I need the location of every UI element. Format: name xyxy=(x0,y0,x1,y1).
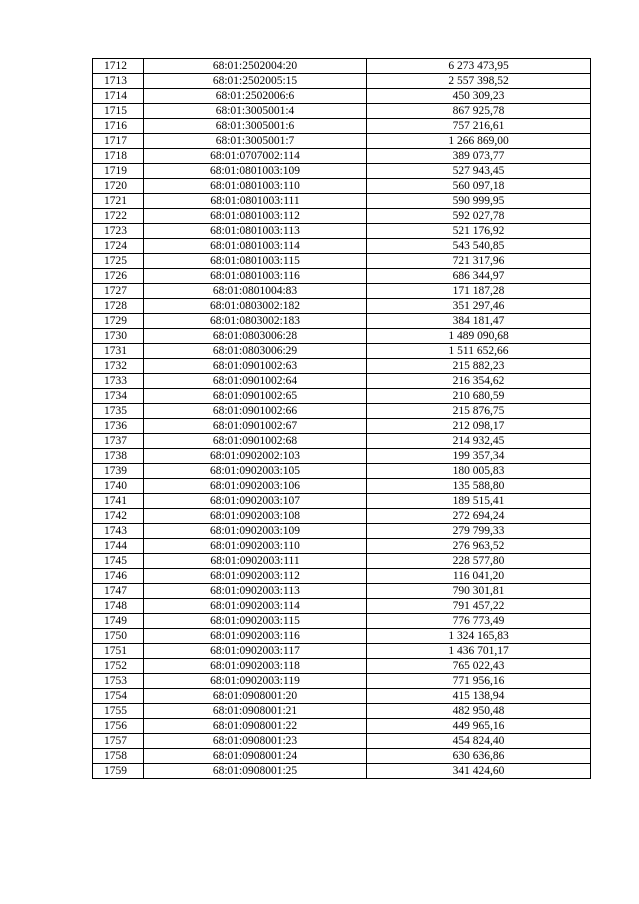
table-row xyxy=(93,689,591,704)
row-number-cell: 1724 xyxy=(93,239,144,254)
cadastral-number-cell: 68:01:0908001:24 xyxy=(144,749,367,764)
cadastral-number-cell: 68:01:0902003:116 xyxy=(144,629,367,644)
row-number-cell: 1737 xyxy=(93,434,144,449)
cadastral-number-cell: 68:01:0801003:112 xyxy=(144,209,367,224)
cadastral-value-cell: 389 073,77 xyxy=(367,149,591,164)
table-row xyxy=(93,344,591,359)
cadastral-value-cell: 135 588,80 xyxy=(367,479,591,494)
table-row xyxy=(93,509,591,524)
row-number-cell: 1741 xyxy=(93,494,144,509)
cadastral-value-cell: 210 680,59 xyxy=(367,389,591,404)
cadastral-value-cell: 721 317,96 xyxy=(367,254,591,269)
table-row xyxy=(93,209,591,224)
cadastral-number-cell: 68:01:0902003:118 xyxy=(144,659,367,674)
cadastral-value-cell: 592 027,78 xyxy=(367,209,591,224)
cadastral-number-cell: 68:01:0902003:119 xyxy=(144,674,367,689)
cadastral-value-cell: 560 097,18 xyxy=(367,179,591,194)
cadastral-number-cell: 68:01:0801003:109 xyxy=(144,164,367,179)
cadastral-number-cell: 68:01:0902003:108 xyxy=(144,509,367,524)
cadastral-number-cell: 68:01:0908001:20 xyxy=(144,689,367,704)
cadastral-value-cell: 482 950,48 xyxy=(367,704,591,719)
row-number-cell: 1744 xyxy=(93,539,144,554)
row-number-cell: 1758 xyxy=(93,749,144,764)
table-row xyxy=(93,59,591,74)
cadastral-value-cell: 449 965,16 xyxy=(367,719,591,734)
cadastral-number-cell: 68:01:0803002:183 xyxy=(144,314,367,329)
table-row xyxy=(93,149,591,164)
table-row xyxy=(93,314,591,329)
row-number-cell: 1726 xyxy=(93,269,144,284)
cadastral-number-cell: 68:01:0908001:25 xyxy=(144,764,367,779)
cadastral-number-cell: 68:01:0902003:107 xyxy=(144,494,367,509)
cadastral-number-cell: 68:01:3005001:4 xyxy=(144,104,367,119)
cadastral-value-cell: 454 824,40 xyxy=(367,734,591,749)
row-number-cell: 1712 xyxy=(93,59,144,74)
table-row xyxy=(93,359,591,374)
cadastral-number-cell: 68:01:0901002:68 xyxy=(144,434,367,449)
cadastral-value-cell: 1 436 701,17 xyxy=(367,644,591,659)
row-number-cell: 1718 xyxy=(93,149,144,164)
row-number-cell: 1728 xyxy=(93,299,144,314)
cadastral-value-cell: 279 799,33 xyxy=(367,524,591,539)
cadastral-value-cell: 1 489 090,68 xyxy=(367,329,591,344)
row-number-cell: 1754 xyxy=(93,689,144,704)
cadastral-value-cell: 765 022,43 xyxy=(367,659,591,674)
table-row xyxy=(93,419,591,434)
row-number-cell: 1742 xyxy=(93,509,144,524)
cadastral-number-cell: 68:01:0902003:113 xyxy=(144,584,367,599)
table-row xyxy=(93,329,591,344)
cadastral-number-cell: 68:01:0902003:110 xyxy=(144,539,367,554)
table-row xyxy=(93,389,591,404)
cadastral-number-cell: 68:01:0801003:115 xyxy=(144,254,367,269)
table-row xyxy=(93,494,591,509)
row-number-cell: 1746 xyxy=(93,569,144,584)
table-row xyxy=(93,254,591,269)
cadastral-number-cell: 68:01:0902003:106 xyxy=(144,479,367,494)
cadastral-value-cell: 776 773,49 xyxy=(367,614,591,629)
table-row xyxy=(93,404,591,419)
row-number-cell: 1738 xyxy=(93,449,144,464)
cadastral-number-cell: 68:01:0908001:21 xyxy=(144,704,367,719)
table-row xyxy=(93,74,591,89)
table-row xyxy=(93,539,591,554)
cadastral-number-cell: 68:01:0801004:83 xyxy=(144,284,367,299)
cadastral-number-cell: 68:01:0902003:111 xyxy=(144,554,367,569)
cadastral-number-cell: 68:01:0901002:65 xyxy=(144,389,367,404)
table-row xyxy=(93,269,591,284)
cadastral-number-cell: 68:01:0902003:115 xyxy=(144,614,367,629)
row-number-cell: 1740 xyxy=(93,479,144,494)
row-number-cell: 1745 xyxy=(93,554,144,569)
cadastral-number-cell: 68:01:0801003:113 xyxy=(144,224,367,239)
row-number-cell: 1714 xyxy=(93,89,144,104)
table-row xyxy=(93,464,591,479)
cadastral-value-cell: 116 041,20 xyxy=(367,569,591,584)
cadastral-number-cell: 68:01:0902003:109 xyxy=(144,524,367,539)
cadastral-value-cell: 6 273 473,95 xyxy=(367,59,591,74)
cadastral-number-cell: 68:01:2502004:20 xyxy=(144,59,367,74)
row-number-cell: 1727 xyxy=(93,284,144,299)
cadastral-value-cell: 215 876,75 xyxy=(367,404,591,419)
cadastral-number-cell: 68:01:0908001:23 xyxy=(144,734,367,749)
table-row xyxy=(93,164,591,179)
table-row xyxy=(93,659,591,674)
row-number-cell: 1723 xyxy=(93,224,144,239)
cadastral-value-cell: 276 963,52 xyxy=(367,539,591,554)
cadastral-value-cell: 1 324 165,83 xyxy=(367,629,591,644)
cadastral-value-cell: 1 266 869,00 xyxy=(367,134,591,149)
row-number-cell: 1759 xyxy=(93,764,144,779)
table-row xyxy=(93,134,591,149)
row-number-cell: 1715 xyxy=(93,104,144,119)
cadastral-value-cell: 171 187,28 xyxy=(367,284,591,299)
row-number-cell: 1733 xyxy=(93,374,144,389)
cadastral-number-cell: 68:01:0801003:110 xyxy=(144,179,367,194)
cadastral-number-cell: 68:01:0908001:22 xyxy=(144,719,367,734)
cadastral-value-cell: 272 694,24 xyxy=(367,509,591,524)
table-row xyxy=(93,764,591,779)
cadastral-value-cell: 228 577,80 xyxy=(367,554,591,569)
cadastral-number-cell: 68:01:0803002:182 xyxy=(144,299,367,314)
cadastral-number-cell: 68:01:0902003:105 xyxy=(144,464,367,479)
table-row xyxy=(93,89,591,104)
table-row xyxy=(93,749,591,764)
row-number-cell: 1722 xyxy=(93,209,144,224)
row-number-cell: 1725 xyxy=(93,254,144,269)
table-row xyxy=(93,719,591,734)
cadastral-value-cell: 1 511 652,66 xyxy=(367,344,591,359)
row-number-cell: 1730 xyxy=(93,329,144,344)
table-row xyxy=(93,194,591,209)
cadastral-number-cell: 68:01:0901002:66 xyxy=(144,404,367,419)
table-row xyxy=(93,224,591,239)
row-number-cell: 1734 xyxy=(93,389,144,404)
table-row xyxy=(93,674,591,689)
table-row xyxy=(93,584,591,599)
cadastral-value-cell: 215 882,23 xyxy=(367,359,591,374)
cadastral-value-cell: 790 301,81 xyxy=(367,584,591,599)
table-row xyxy=(93,104,591,119)
cadastral-value-cell: 686 344,97 xyxy=(367,269,591,284)
row-number-cell: 1735 xyxy=(93,404,144,419)
cadastral-value-cell: 771 956,16 xyxy=(367,674,591,689)
cadastral-number-cell: 68:01:0801003:114 xyxy=(144,239,367,254)
table-row xyxy=(93,284,591,299)
cadastral-value-cell: 341 424,60 xyxy=(367,764,591,779)
table-body xyxy=(93,59,591,779)
row-number-cell: 1756 xyxy=(93,719,144,734)
cadastral-value-cell: 521 176,92 xyxy=(367,224,591,239)
row-number-cell: 1747 xyxy=(93,584,144,599)
cadastral-number-cell: 68:01:3005001:7 xyxy=(144,134,367,149)
table-row xyxy=(93,569,591,584)
table-row xyxy=(93,554,591,569)
cadastral-value-cell: 199 357,34 xyxy=(367,449,591,464)
table-row xyxy=(93,629,591,644)
table-row xyxy=(93,479,591,494)
cadastral-number-cell: 68:01:0902003:112 xyxy=(144,569,367,584)
cadastral-value-cell: 384 181,47 xyxy=(367,314,591,329)
table-row xyxy=(93,734,591,749)
row-number-cell: 1729 xyxy=(93,314,144,329)
cadastral-value-cell: 216 354,62 xyxy=(367,374,591,389)
cadastral-value-cell: 180 005,83 xyxy=(367,464,591,479)
cadastral-number-cell: 68:01:0801003:111 xyxy=(144,194,367,209)
row-number-cell: 1721 xyxy=(93,194,144,209)
row-number-cell: 1755 xyxy=(93,704,144,719)
table-row xyxy=(93,299,591,314)
table-row xyxy=(93,449,591,464)
row-number-cell: 1731 xyxy=(93,344,144,359)
cadastral-number-cell: 68:01:0803006:28 xyxy=(144,329,367,344)
cadastral-number-cell: 68:01:0902003:117 xyxy=(144,644,367,659)
cadastral-value-cell: 415 138,94 xyxy=(367,689,591,704)
table-row xyxy=(93,119,591,134)
table-row xyxy=(93,599,591,614)
row-number-cell: 1748 xyxy=(93,599,144,614)
cadastral-value-cell: 543 540,85 xyxy=(367,239,591,254)
cadastral-number-cell: 68:01:0902002:103 xyxy=(144,449,367,464)
row-number-cell: 1752 xyxy=(93,659,144,674)
cadastral-value-cell: 189 515,41 xyxy=(367,494,591,509)
cadastral-value-cell: 630 636,86 xyxy=(367,749,591,764)
table-row xyxy=(93,374,591,389)
cadastral-number-cell: 68:01:0901002:67 xyxy=(144,419,367,434)
cadastral-value-cell: 2 557 398,52 xyxy=(367,74,591,89)
cadastral-value-table xyxy=(92,58,591,779)
cadastral-value-cell: 214 932,45 xyxy=(367,434,591,449)
table-row xyxy=(93,614,591,629)
row-number-cell: 1720 xyxy=(93,179,144,194)
cadastral-value-cell: 527 943,45 xyxy=(367,164,591,179)
cadastral-value-cell: 867 925,78 xyxy=(367,104,591,119)
cadastral-number-cell: 68:01:0901002:64 xyxy=(144,374,367,389)
row-number-cell: 1753 xyxy=(93,674,144,689)
row-number-cell: 1751 xyxy=(93,644,144,659)
table-row xyxy=(93,434,591,449)
cadastral-value-cell: 450 309,23 xyxy=(367,89,591,104)
row-number-cell: 1717 xyxy=(93,134,144,149)
table-row xyxy=(93,179,591,194)
cadastral-number-cell: 68:01:0901002:63 xyxy=(144,359,367,374)
cadastral-value-cell: 212 098,17 xyxy=(367,419,591,434)
cadastral-number-cell: 68:01:0902003:114 xyxy=(144,599,367,614)
cadastral-number-cell: 68:01:0707002:114 xyxy=(144,149,367,164)
table-row xyxy=(93,239,591,254)
table-row xyxy=(93,704,591,719)
cadastral-number-cell: 68:01:2502006:6 xyxy=(144,89,367,104)
row-number-cell: 1739 xyxy=(93,464,144,479)
row-number-cell: 1743 xyxy=(93,524,144,539)
row-number-cell: 1749 xyxy=(93,614,144,629)
cadastral-number-cell: 68:01:0801003:116 xyxy=(144,269,367,284)
cadastral-value-cell: 351 297,46 xyxy=(367,299,591,314)
cadastral-number-cell: 68:01:3005001:6 xyxy=(144,119,367,134)
row-number-cell: 1719 xyxy=(93,164,144,179)
table-row xyxy=(93,644,591,659)
row-number-cell: 1757 xyxy=(93,734,144,749)
cadastral-value-cell: 757 216,61 xyxy=(367,119,591,134)
cadastral-value-cell: 590 999,95 xyxy=(367,194,591,209)
row-number-cell: 1732 xyxy=(93,359,144,374)
cadastral-number-cell: 68:01:2502005:15 xyxy=(144,74,367,89)
row-number-cell: 1716 xyxy=(93,119,144,134)
row-number-cell: 1750 xyxy=(93,629,144,644)
row-number-cell: 1736 xyxy=(93,419,144,434)
table-row xyxy=(93,524,591,539)
row-number-cell: 1713 xyxy=(93,74,144,89)
cadastral-value-cell: 791 457,22 xyxy=(367,599,591,614)
cadastral-number-cell: 68:01:0803006:29 xyxy=(144,344,367,359)
